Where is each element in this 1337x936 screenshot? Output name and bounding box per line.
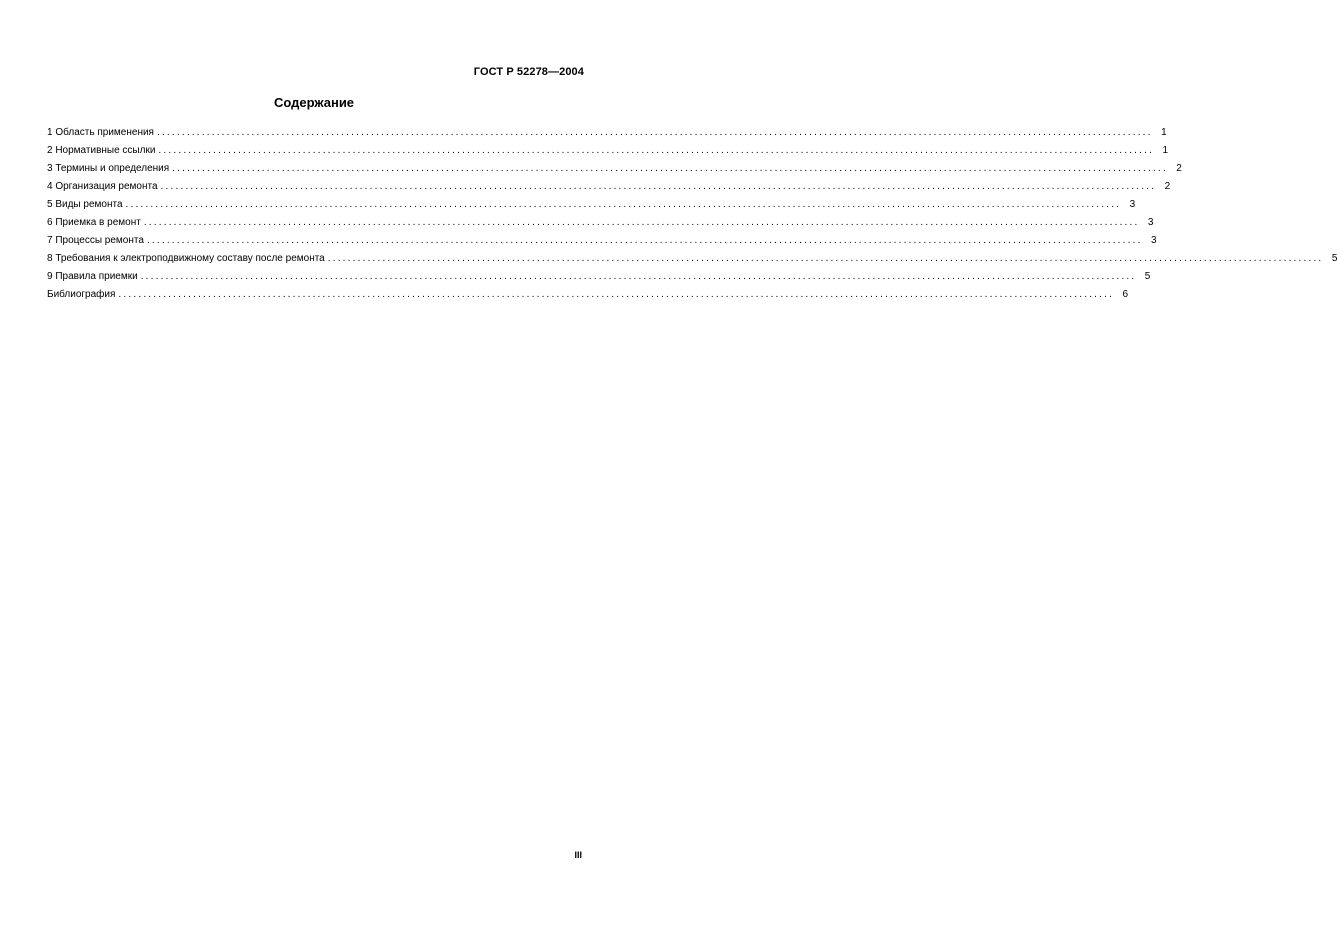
toc-entry-label: 7 Процессы ремонта — [47, 235, 144, 246]
toc-entry-label: 3 Термины и определения — [47, 163, 170, 174]
toc-entry-label: Библиография — [47, 289, 116, 300]
toc-entry-page: 3 — [1151, 235, 1157, 246]
toc-entry-page: 6 — [1122, 289, 1129, 300]
toc-entry — [47, 286, 1129, 304]
dot-leader: ........................................................................................................................................................................................................ — [146, 235, 1143, 246]
toc-entry-label: 5 Виды ремонта — [47, 199, 123, 210]
toc-entry — [47, 160, 1182, 178]
toc-entry — [47, 142, 1169, 160]
toc-entry — [47, 268, 1151, 286]
toc-entry — [47, 178, 1171, 196]
toc-entry-label: 8 Требования к электроподвижному составу после ремонта — [47, 253, 325, 264]
toc-entry-label: 1 Область применения — [47, 127, 154, 138]
toc-entry — [47, 124, 1167, 142]
toc-entry-page: 1 — [1161, 127, 1167, 138]
toc-entry — [47, 196, 1136, 214]
toc-entry — [47, 250, 1337, 268]
toc-entry-page: 1 — [1162, 145, 1169, 156]
toc-entry-label: 2 Нормативные ссылки — [47, 145, 156, 156]
dot-leader: ........................................................................................................................................................................................................ — [327, 253, 1324, 264]
toc-entry-label: 4 Организация ремонта — [47, 181, 158, 192]
toc-entry — [47, 232, 1157, 250]
dot-leader: ........................................................................................................................................................................................................ — [160, 181, 1157, 192]
toc-entry — [47, 214, 1154, 232]
table-of-contents — [47, 124, 1337, 304]
toc-entry-label: 9 Правила приемки — [47, 271, 138, 282]
toc-entry-page: 2 — [1164, 181, 1171, 192]
dot-leader: ........................................................................................................................................................................................................ — [140, 271, 1137, 282]
dot-leader: ........................................................................................................................................................................................................ — [125, 199, 1122, 210]
toc-entry-page: 2 — [1176, 163, 1182, 174]
toc-entry-page: 5 — [1144, 271, 1151, 282]
toc-entry-page: 3 — [1129, 199, 1136, 210]
toc-title: Содержание — [273, 95, 355, 110]
toc-entry-page: 5 — [1331, 253, 1337, 264]
document-code: ГОСТ Р 52278—2004 — [473, 66, 584, 78]
dot-leader: ........................................................................................................................................................................................................ — [172, 163, 1168, 174]
toc-entry-page: 3 — [1147, 217, 1154, 228]
dot-leader: ........................................................................................................................................................................................................ — [156, 127, 1153, 138]
page-number: III — [574, 850, 582, 860]
dot-leader: ........................................................................................................................................................................................................ — [143, 217, 1140, 228]
dot-leader: ........................................................................................................................................................................................................ — [158, 145, 1155, 156]
dot-leader: ........................................................................................................................................................................................................ — [118, 289, 1115, 300]
toc-entry-label: 6 Приемка в ремонт — [47, 217, 141, 228]
